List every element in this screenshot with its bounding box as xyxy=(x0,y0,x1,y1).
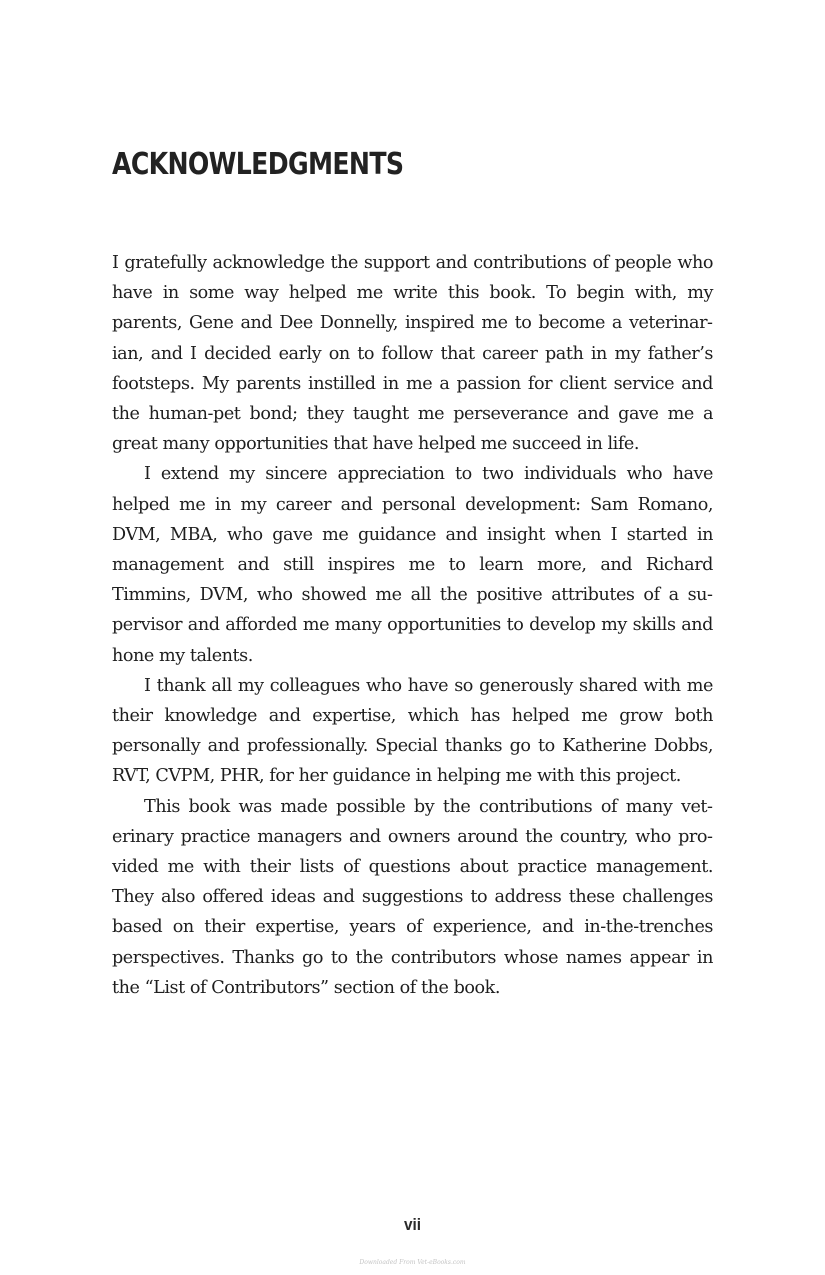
paragraph-4: This book was made possible by the contributions of many veterinary practice managers and owners around the country, who provided me with their lists of questions about practice management. They also offered ideas and suggestions to address these challenges based on their expertise, years of experience, and in-the-trenches perspectives. Thanks go to the contributors whose names appear in the “List of Contributors” section of the book. xyxy=(112,796,713,998)
body-text xyxy=(112,248,713,1003)
chapter-heading: ACKNOWLEDGMENTS xyxy=(112,147,404,182)
paragraph-2: I extend my sincere appreciation to two individuals who have helped me in my career and personal development: Sam Romano, DVM, MBA, who gave me guidance and insight when I started in management and still inspires me to learn more, and Richard Timmins, DVM, who showed me all the positive attributes of a supervisor and afforded me many opportunities to develop my skills and hone my talents. xyxy=(112,464,713,666)
paragraph-3: I thank all my colleagues who have so generously shared with me their knowledge and expertise, which has helped me grow both personally and professionally. Special thanks go to Katherine Dobbs, RVT, CVPM, PHR, for her guidance in helping me with this project. xyxy=(112,675,713,787)
page-number: vii xyxy=(403,1215,422,1234)
download-watermark: Downloaded From Vet-eBooks.com xyxy=(359,1259,466,1266)
paragraph-1: I gratefully acknowledge the support and contributions of people who have in some way helped me write this book. To begin with, my parents, Gene and Dee Donnelly, inspired me to become a veterinarian, and I decided early on to follow that career path in my father’s footsteps. My parents instilled in me a passion for client service and the human-pet bond; they taught me perseverance and gave me a great many opportunities that have helped me succeed in life. xyxy=(112,253,713,455)
